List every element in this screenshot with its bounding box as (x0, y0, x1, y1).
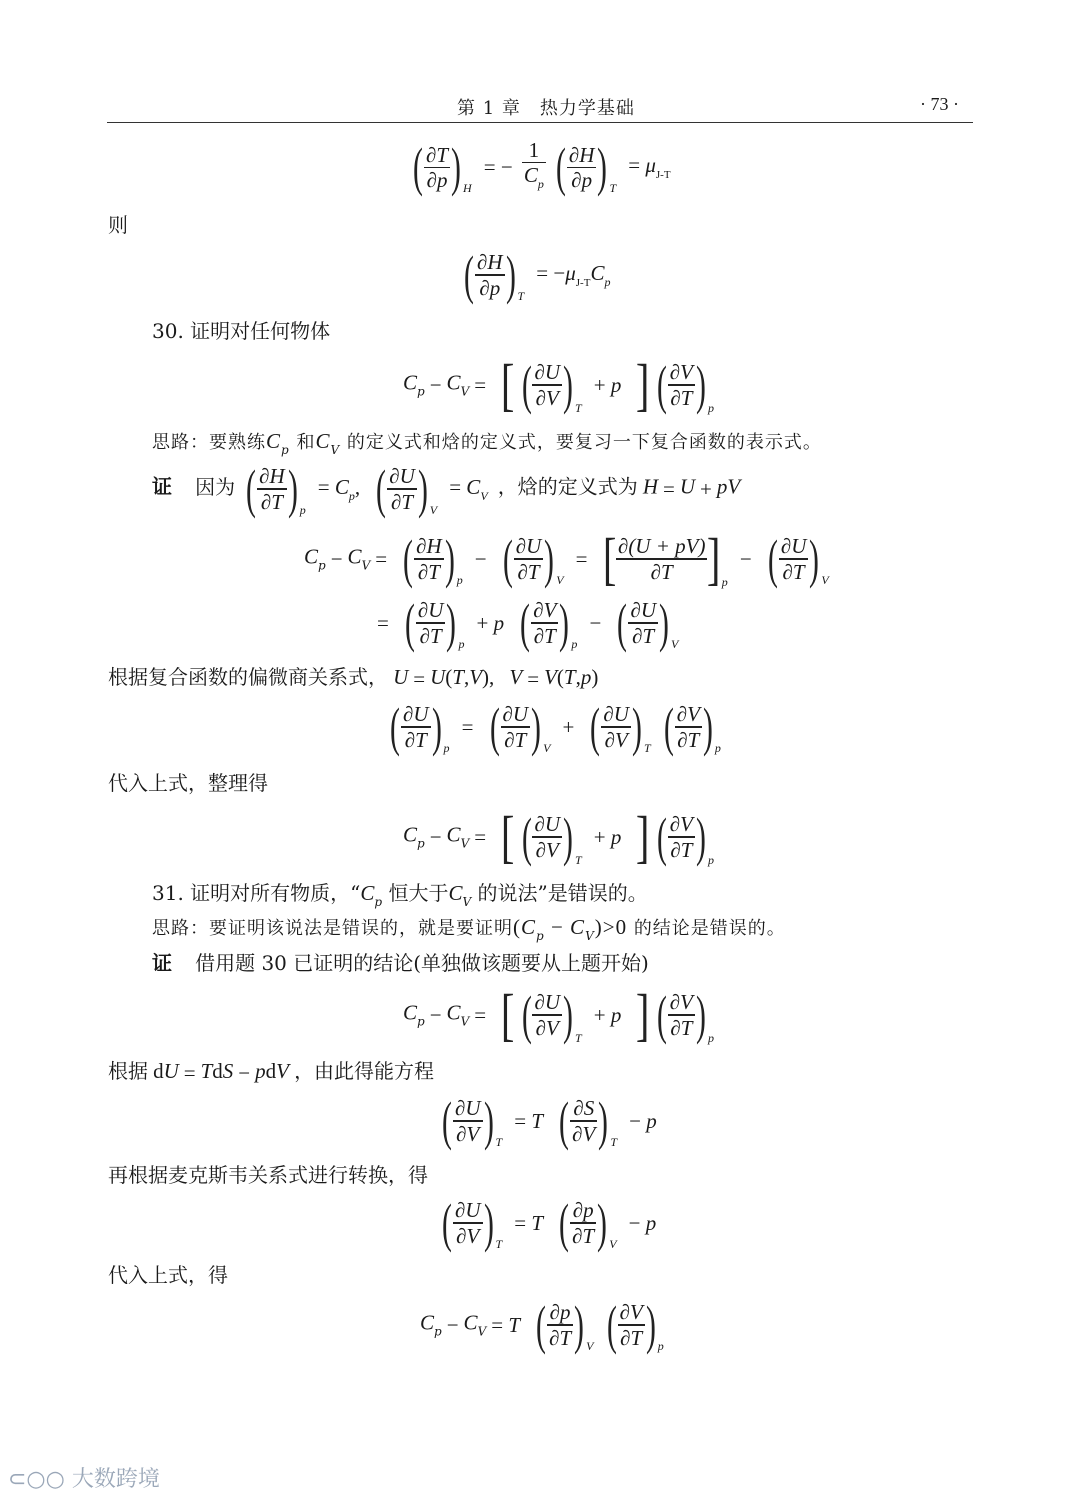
equation-derivation-1: $C_p - C_V$ = ( ∂H ∂T ) p − ( ∂U ∂T ) V = [ ∂(U + pV) ∂T ] p − ( ∂U ∂T ) V (304, 526, 829, 591)
chapter-title: 第 1 章 热力学基础 (457, 98, 635, 119)
du-intro: 根据 dU = TdS − pdV ，由此得能方程 (108, 1059, 435, 1085)
text-ze: 则 (108, 213, 128, 237)
equation-chain-rule: ( ∂U ∂T ) p = ( ∂U ∂T ) V + ( ∂U ∂V ) T ( ∂V ∂T ) p (390, 697, 721, 757)
text-maxwell: 再根据麦克斯韦关系式进行转换，得 (108, 1163, 428, 1187)
watermark-text: 大数跨境 (71, 1467, 160, 1492)
proof-31-start: 证 借用题 30 已证明的结论(单独做该题要从上题开始) (152, 951, 649, 975)
hint-30: 思路：要熟练$C_p$ 和$C_V$ 的定义式和焓的定义式，要复习一下复合函数的表示式。 (152, 429, 822, 457)
question-31: 31. 证明对所有物质，“$C_p$ 恒大于$C_V$ 的说法”是错误的。 (152, 881, 648, 909)
text-substitute-2: 代入上式，得 (108, 1263, 228, 1287)
watermark-logo-icon: ⊂○○ (8, 1467, 65, 1492)
text-substitute: 代入上式，整理得 (108, 771, 268, 795)
equation-cp-cv-statement: $C_p - C_V$ = [ ( ∂U ∂V ) T + p ] ( ∂V ∂T ) p (403, 352, 714, 417)
equation-dH-dp: ( ∂H ∂p ) T = $-\mu_{J-T}C_p$ (464, 245, 611, 305)
equation-cp-cv-result: $C_p - C_V$ = [ ( ∂U ∂V ) T + p ] ( ∂V ∂T ) p (403, 804, 714, 869)
equation-maxwell: ( ∂U ∂V ) T = T ( ∂p ∂T ) V − p (442, 1193, 657, 1253)
chain-rule-intro: 根据复合函数的偏微商关系式， U = U(T,V), V = V(T,p) (108, 665, 599, 691)
equation-energy: ( ∂U ∂V ) T = T ( ∂S ∂V ) T − p (442, 1091, 657, 1151)
page-header (107, 92, 973, 123)
proof-30-start: 证 因为 ( ∂H ∂T ) p = $C_p$, ( ∂U ∂T ) V = $C_V$ ，焓的定义式为 H = U + pV (152, 459, 741, 519)
question-30: 30. 证明对任何物体 (152, 319, 331, 343)
equation-cp-cv-borrowed: $C_p - C_V$ = [ ( ∂U ∂V ) T + p ] ( ∂V ∂T ) p (403, 982, 714, 1047)
watermark (8, 1462, 160, 1493)
equation-final: $C_p - C_V = T$ ( ∂p ∂T ) V ( ∂V ∂T ) p (420, 1295, 664, 1355)
hint-31: 思路：要证明该说法是错误的，就是要证明$(C_p - C_V)>0$ 的结论是错误的。 (152, 915, 786, 943)
equation-derivation-2: = ( ∂U ∂T ) p + p ( ∂V ∂T ) p − ( ∂U ∂T ) V (377, 593, 679, 653)
page-number: · 73 · (920, 94, 959, 114)
equation-joule-thomson: ( ∂T ∂p ) H = − 1 $C_p$ ( ∂H ∂p ) T = $\mu_{J-T}$ (413, 137, 671, 198)
